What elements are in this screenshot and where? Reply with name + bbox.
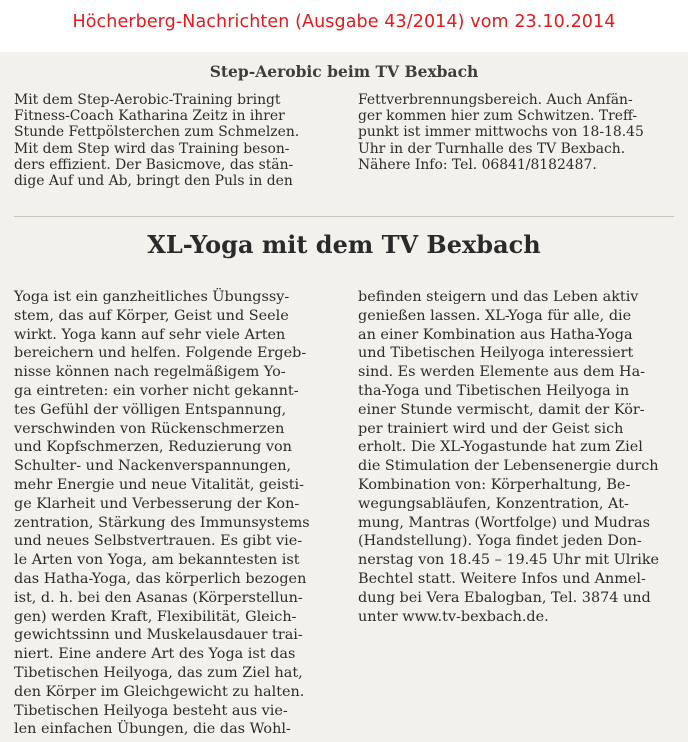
article2-left-line: stem, das auf Körper, Geist und Seele xyxy=(14,307,289,324)
article2-right-line: tha-Yoga und Tibetischen Heilyoga in xyxy=(358,382,630,399)
article2-column-right xyxy=(358,288,680,626)
article2-right-line: befinden steigern und das Leben aktiv xyxy=(358,289,639,305)
article2-left-line: bereichern und helfen. Folgende Ergeb- xyxy=(14,345,307,362)
article1-right-line: Uhr in der Turnhalle des TV Bexbach. xyxy=(358,140,626,157)
article1-right-line: Nähere Info: Tel. 06841/8182487. xyxy=(358,156,597,173)
article2-left-line: tes Gefühl der völligen Entspannung, xyxy=(14,401,287,418)
article2-right-line: wegungsabläufen, Konzentration, At- xyxy=(358,495,629,512)
article2-right-line: einer Stunde vermischt, damit der Kör- xyxy=(358,401,645,418)
article2-left-line: Yoga ist ein ganzheitliches Übungssy- xyxy=(14,289,290,305)
article2-right-line: dung bei Vera Ebalogban, Tel. 3874 und xyxy=(358,589,651,606)
article2-right-line: Kombination von: Körperhaltung, Be- xyxy=(358,476,631,493)
article-separator-rule xyxy=(14,216,674,217)
article2-left-line: das Hatha-Yoga, das körperlich bezogen xyxy=(14,570,307,587)
article1-column-left xyxy=(14,92,339,189)
article2-right-line: sind. Es werden Elemente aus dem Ha- xyxy=(358,364,646,381)
article2-left-line: wirkt. Yoga kann auf sehr viele Arten xyxy=(14,326,286,343)
article2-right-line: (Handstellung). Yoga findet jeden Don- xyxy=(358,533,642,550)
article2-left-line: niert. Eine andere Art des Yoga ist das xyxy=(14,646,296,663)
article2-left-line: gewichtssinn und Muskelausdauer trai- xyxy=(14,627,303,644)
article2-left-line: Tibetischen Heilyoga, das zum Ziel hat, xyxy=(14,664,303,681)
article1-left-line: Stunde Fettpölsterchen zum Schmelzen. xyxy=(14,124,300,141)
article2-left-line: Tibetischen Heilyoga besteht aus vie- xyxy=(14,702,288,719)
article2-left-line: ist, d. h. bei den Asanas (Körperstellun- xyxy=(14,589,303,606)
article2-left-line: und neues Selbstvertrauen. Es gibt vie- xyxy=(14,533,303,550)
article2-right-line: nerstag von 18.45 – 19.45 Uhr mit Ulrike xyxy=(358,552,660,569)
article1-right-line: punkt ist immer mittwochs von 18-18.45 xyxy=(358,124,644,141)
article1-left-line: Fitness-Coach Katharina Zeitz in ihrer xyxy=(14,108,285,125)
article-title-step-aerobic: Step-Aerobic beim TV Bexbach xyxy=(209,62,479,81)
article2-right-line: Bechtel statt. Weitere Infos und Anmel- xyxy=(358,570,646,587)
article2-left-line: den Körper im Gleichgewicht zu halten. xyxy=(14,683,305,700)
article1-column-right xyxy=(358,92,680,173)
article1-left-line: Mit dem Step-Aerobic-Training bringt xyxy=(14,92,281,108)
article1-left-line: Mit dem Step wird das Training beson- xyxy=(14,140,290,157)
article1-left-line: ders effizient. Der Basicmove, das stän- xyxy=(14,156,294,173)
article2-left-line: nisse können nach regelmäßigem Yo- xyxy=(14,364,286,381)
newspaper-clipping xyxy=(0,52,688,742)
article-title-xl-yoga: XL-Yoga mit dem TV Bexbach xyxy=(147,230,541,259)
article2-left-line: verschwinden von Rückenschmerzen xyxy=(14,420,285,437)
article2-left-line: und Kopfschmerzen, Reduzierung von xyxy=(14,439,292,456)
article2-right-line: die Stimulation der Lebensenergie durch xyxy=(358,458,659,475)
article1-right-line: ger kommen hier zum Schwitzen. Treff- xyxy=(358,108,638,125)
article2-right-line: an einer Kombination aus Hatha-Yoga xyxy=(358,326,633,343)
article2-left-line: le Arten von Yoga, am bekanntesten ist xyxy=(14,552,300,569)
article2-right-line: per trainiert wird und der Geist sich xyxy=(358,420,624,437)
article2-left-line: mehr Energie und neue Vitalität, geisti- xyxy=(14,476,304,493)
article2-left-line: len einfachen Übungen, die das Wohl- xyxy=(14,721,291,738)
article1-left-line: dige Auf und Ab, bringt den Puls in den xyxy=(14,173,293,190)
article2-left-line: zentration, Stärkung des Immunsystems xyxy=(14,514,310,531)
article2-right-line: erholt. Die XL-Yogastunde hat zum Ziel xyxy=(358,439,643,456)
article2-left-line: ga eintreten: ein vorher nicht gekannt- xyxy=(14,382,299,399)
article2-right-line: unter www.tv-bexbach.de. xyxy=(358,608,549,625)
article2-left-line: ge Klarheit und Verbesserung der Kon- xyxy=(14,495,300,512)
source-header xyxy=(0,0,688,52)
article1-right-line: Fettverbrennungsbereich. Auch Anfän- xyxy=(358,92,633,108)
article2-left-line: gen) werden Kraft, Flexibilität, Gleich- xyxy=(14,608,297,625)
article2-left-line: Schulter- und Nackenverspannungen, xyxy=(14,458,292,475)
article2-right-line: mung, Mantras (Wortfolge) und Mudras xyxy=(358,514,650,531)
article2-right-line: genießen lassen. XL-Yoga für alle, die xyxy=(358,307,632,324)
article2-right-line: und Tibetischen Heilyoga interessiert xyxy=(358,345,634,362)
source-header-text: Höcherberg-Nachrichten (Ausgabe 43/2014) vom 23.10.2014 xyxy=(72,12,616,32)
article2-column-left xyxy=(14,288,339,739)
